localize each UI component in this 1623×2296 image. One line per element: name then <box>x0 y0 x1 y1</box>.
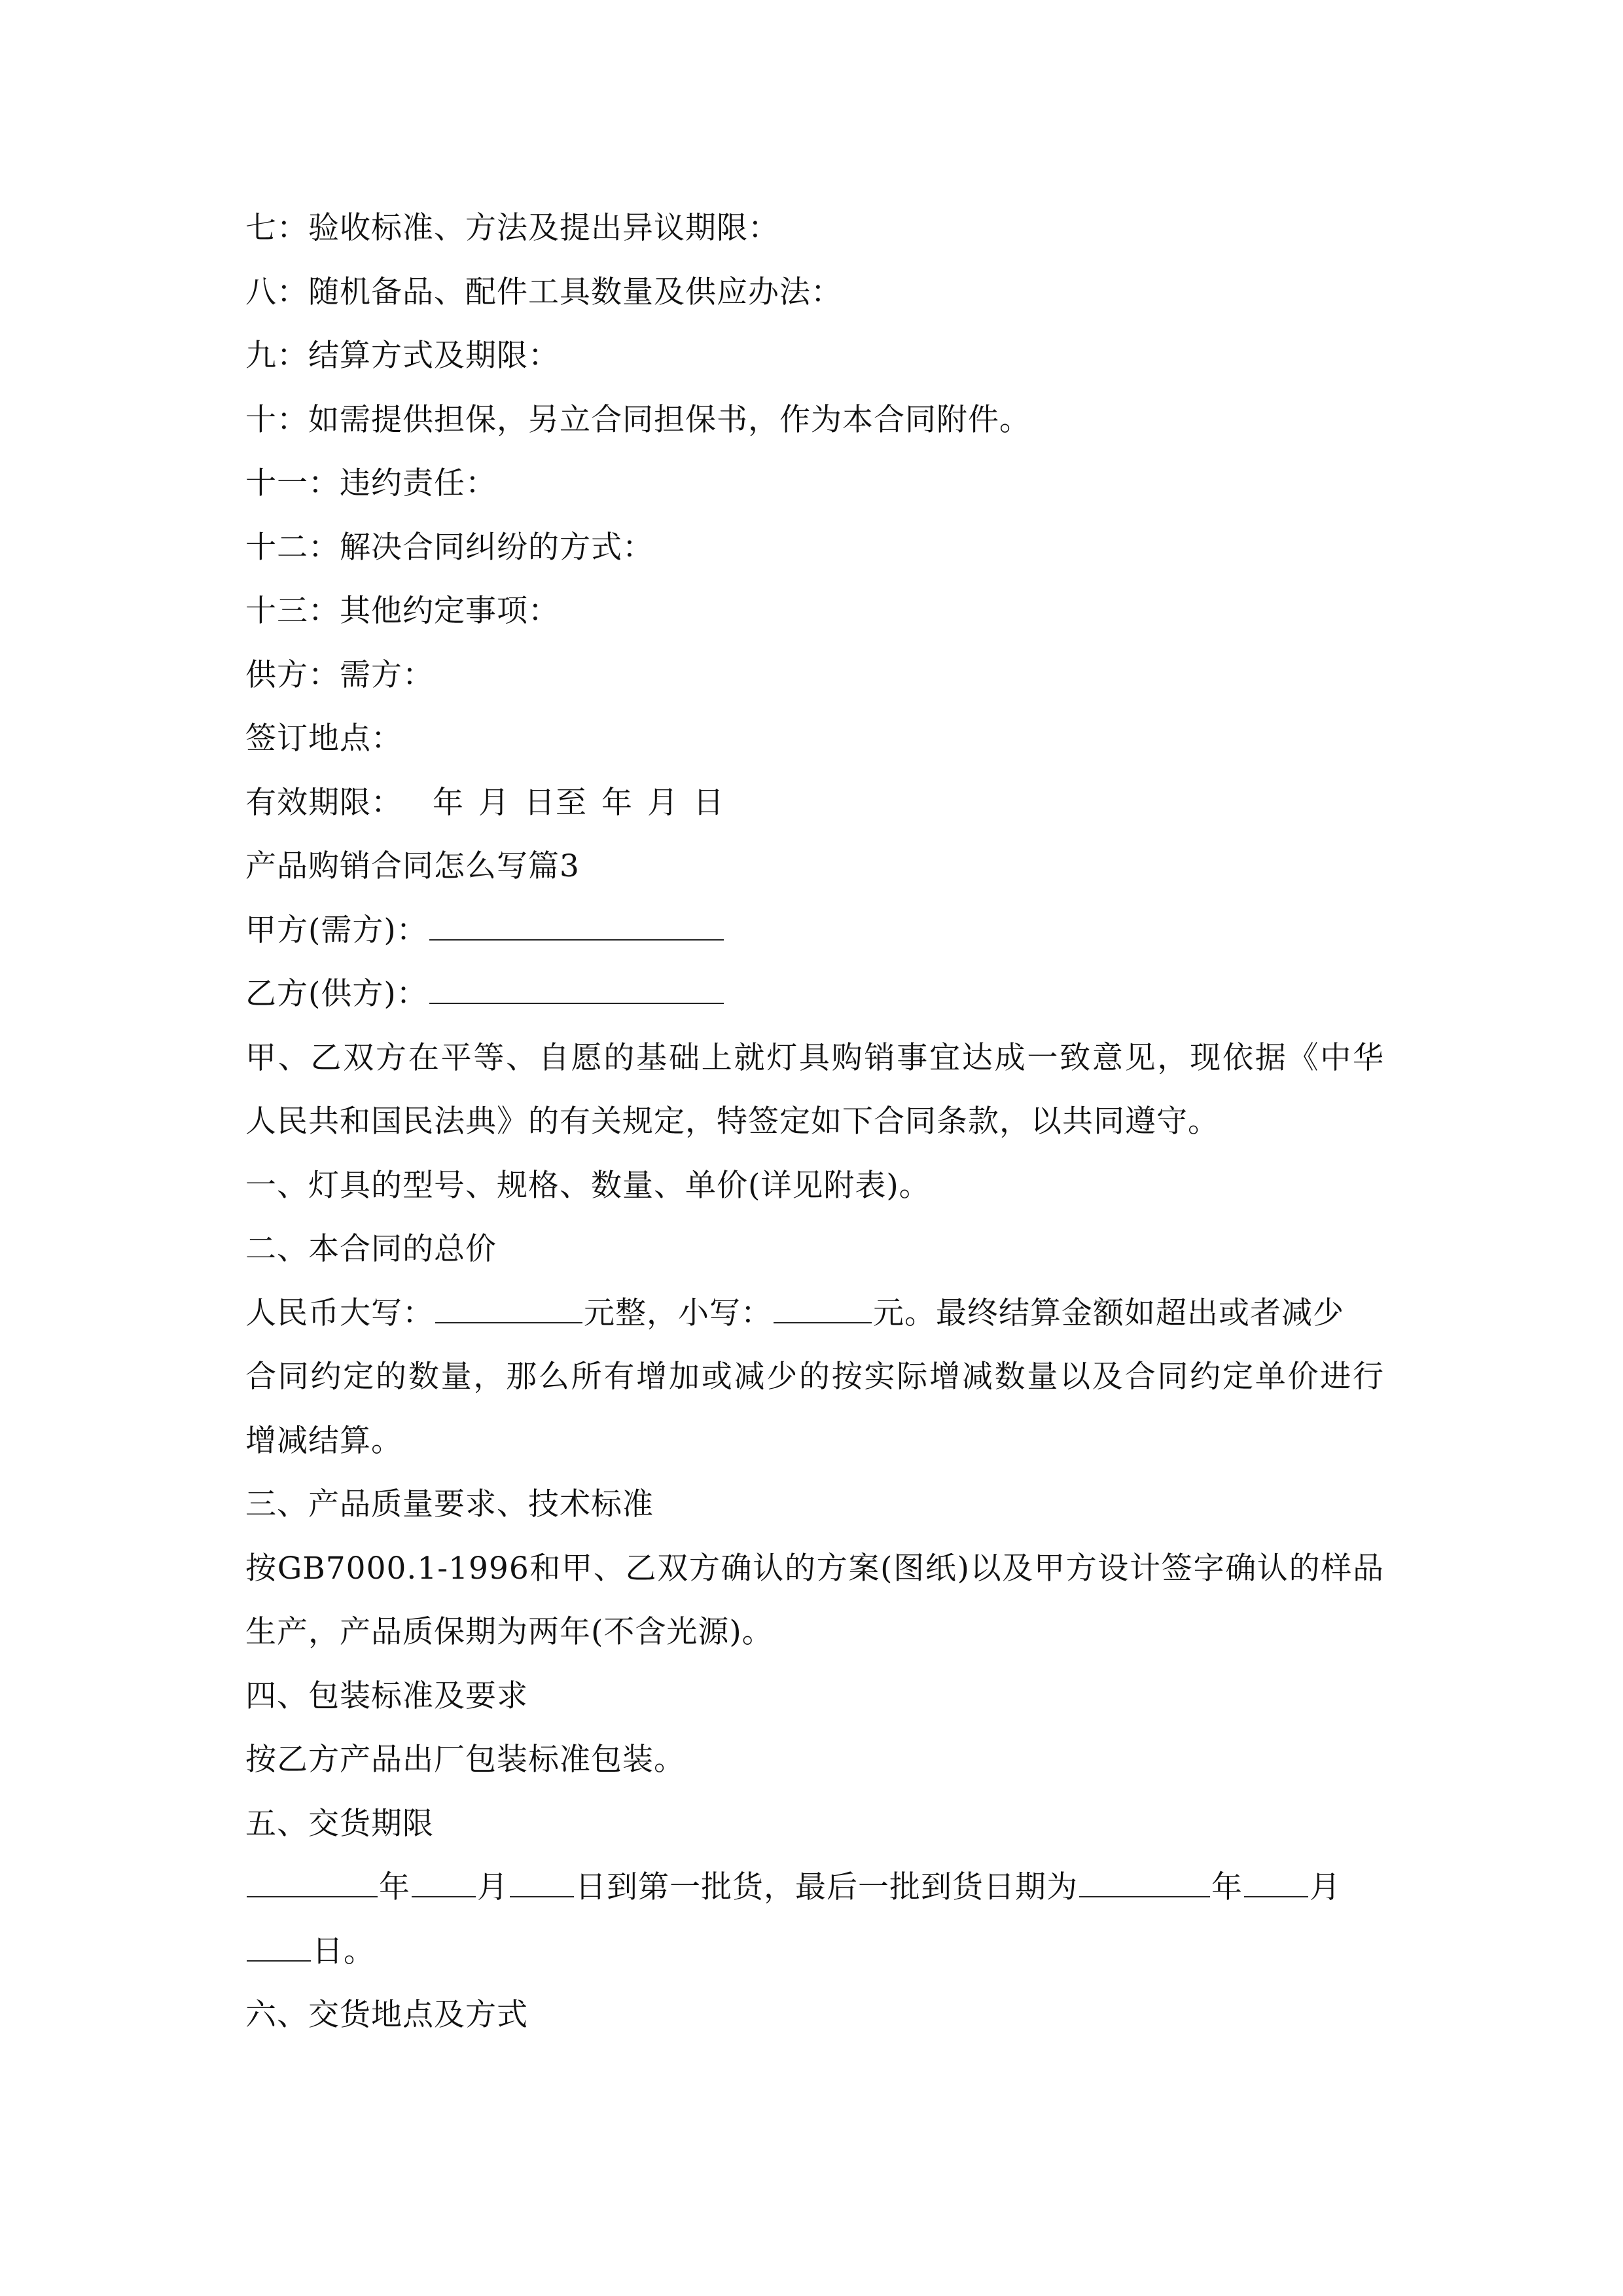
last-day-blank <box>247 1931 311 1962</box>
last-year-label: 年 <box>1211 1869 1243 1905</box>
validity-month-1: 月 <box>478 784 510 821</box>
validity-label: 有效期限： <box>245 784 402 821</box>
price-words-label: 人民币大写： <box>245 1295 434 1331</box>
clause-7: 七：验收标准、方法及提出异议期限： <box>245 210 779 246</box>
first-month-label: 月 <box>477 1869 508 1905</box>
article-3-line-1: 按GB7000.1-1996和甲、乙双方确认的方案(图纸)以及甲方设计签字确认的样品 <box>245 1550 1384 1587</box>
first-year-blank <box>247 1867 378 1897</box>
party-b-label: 乙方(供方)： <box>245 976 428 1012</box>
document-page <box>245 196 1384 2047</box>
article-4-body: 按乙方产品出厂包装标准包装。 <box>245 1742 685 1778</box>
price-figures-label: 元整，小写： <box>584 1295 772 1331</box>
preamble-line-1: 甲、乙双方在平等、自愿的基础上就灯具购销事宜达成一致意见，现依据《中华 <box>245 1039 1384 1076</box>
validity-period <box>245 771 1384 835</box>
validity-day-2: 日 <box>693 784 724 821</box>
validity-month-2: 月 <box>647 784 679 821</box>
party-a-line <box>245 899 1384 963</box>
article-1: 一、灯具的型号、规格、数量、单价(详见附表)。 <box>245 1167 931 1204</box>
validity-year-2: 年 <box>601 784 633 821</box>
price-figures-blank <box>774 1293 872 1323</box>
clause-12: 十二：解决合同纠纷的方式： <box>245 529 654 565</box>
validity-day-1: 日至 <box>524 784 587 821</box>
article-2-title: 二、本合同的总价 <box>245 1231 497 1267</box>
clause-13: 十三：其他约定事项： <box>245 593 560 629</box>
party-b-line <box>245 962 1384 1026</box>
delivery-dates-line <box>245 1856 1384 1920</box>
total-price-line-3: 增减结算。 <box>245 1422 402 1459</box>
article-4-title: 四、包装标准及要求 <box>245 1677 528 1714</box>
price-words-blank <box>435 1293 582 1323</box>
party-b-blank <box>429 974 724 1004</box>
total-price-line-2: 合同约定的数量，那么所有增加或减少的按实际增减数量以及合同约定单价进行 <box>245 1359 1384 1395</box>
clause-9: 九：结算方式及期限： <box>245 338 560 374</box>
party-a-label: 甲方(需方)： <box>245 912 428 948</box>
last-month-label: 月 <box>1310 1869 1341 1905</box>
clause-10: 十：如需提供担保，另立合同担保书，作为本合同附件。 <box>245 401 1031 438</box>
signing-place: 签订地点： <box>245 721 402 757</box>
delivery-middle-text: 日到第一批货，最后一批到货日期为 <box>575 1869 1078 1905</box>
article-3-title: 三、产品质量要求、技术标准 <box>245 1486 654 1522</box>
last-day-label: 日。 <box>312 1933 375 1969</box>
party-a-blank <box>429 910 724 941</box>
section-title: 产品购销合同怎么写篇3 <box>245 848 580 884</box>
article-3-line-2: 生产，产品质保期为两年(不含光源)。 <box>245 1614 774 1650</box>
first-day-blank <box>510 1867 574 1897</box>
first-month-blank <box>412 1867 476 1897</box>
clause-11: 十一：违约责任： <box>245 465 497 501</box>
last-year-blank <box>1079 1867 1210 1897</box>
validity-year-1: 年 <box>433 784 464 821</box>
delivery-dates-line-2 <box>245 1920 1384 1984</box>
last-month-blank <box>1244 1867 1308 1897</box>
price-tail: 元。最终结算金额如超出或者减少 <box>873 1295 1344 1331</box>
parties-line: 供方：需方： <box>245 656 434 693</box>
preamble-line-2: 人民共和国民法典》的有关规定，特签定如下合同条款，以共同遵守。 <box>245 1103 1219 1139</box>
clause-8: 八：随机备品、配件工具数量及供应办法： <box>245 274 842 310</box>
article-5-title: 五、交货期限 <box>245 1805 434 1842</box>
total-price-line <box>245 1282 1384 1346</box>
article-6-title: 六、交货地点及方式 <box>245 1997 528 2033</box>
first-year-label: 年 <box>379 1869 410 1905</box>
